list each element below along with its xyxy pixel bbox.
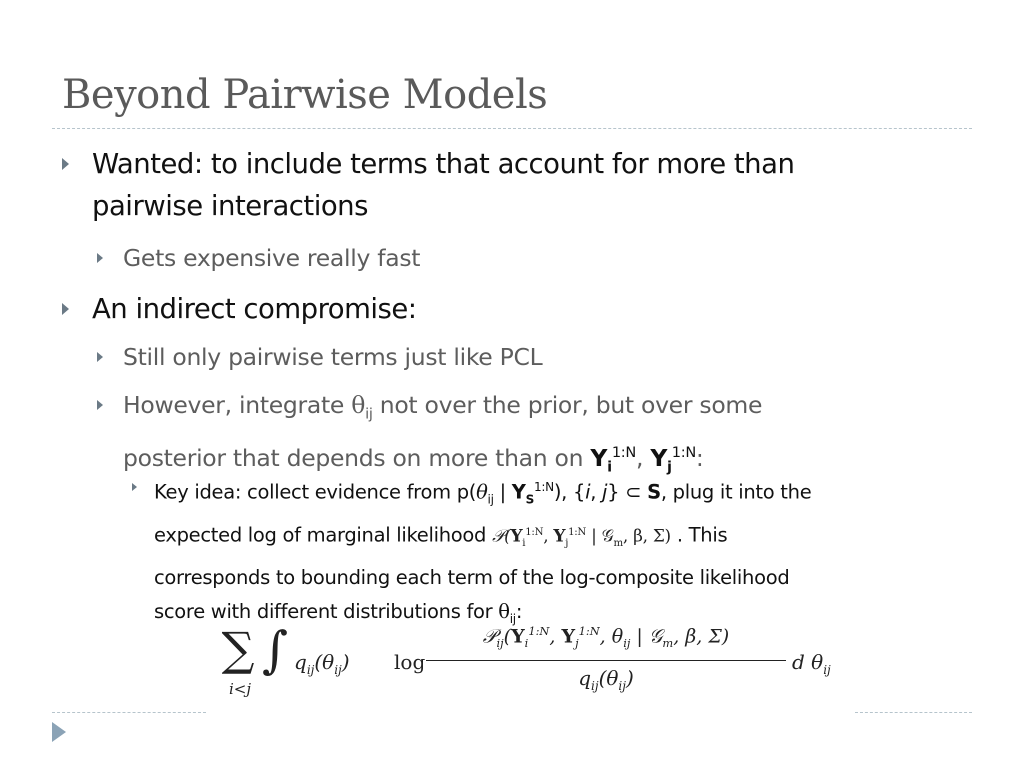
Y-symbol: Y	[590, 443, 608, 472]
separator: :	[695, 443, 704, 472]
formula-part: d θ	[792, 650, 824, 674]
separator: |	[493, 480, 512, 504]
q-distribution-term	[294, 650, 350, 677]
Y-superscript: 1:N	[611, 443, 636, 461]
bullet-text-continued: corresponds to bounding each term of the log-composite likelihood	[154, 566, 790, 590]
formula-part: ij	[591, 679, 599, 693]
formula-part: Y	[553, 527, 566, 548]
formula-part: , θ	[599, 625, 624, 648]
bullet-level2-pairwise-terms	[123, 338, 963, 376]
bullet-level2-expensive	[123, 239, 963, 277]
formula-part: | 𝒢	[630, 625, 663, 648]
title-divider	[52, 128, 972, 129]
theta-symbol: θ	[476, 480, 488, 504]
formula-part: 1:N	[525, 527, 544, 539]
formula-part: 𝒫(	[492, 527, 511, 548]
index-j: j	[602, 480, 608, 504]
formula-part: | 𝒢	[586, 527, 614, 548]
bullet-text: However, integrate	[123, 391, 352, 419]
Y-symbol: Y	[650, 443, 668, 472]
bullet-text: Key idea: collect evidence from p(	[154, 480, 477, 504]
formula-part: q	[294, 650, 307, 674]
formula-part: (θ	[314, 650, 335, 674]
theta-symbol: θ	[351, 391, 366, 419]
theta-subscript: ij	[365, 405, 373, 423]
bullet-arrow-icon	[62, 158, 69, 170]
formula-part: )	[341, 650, 350, 674]
bullet-arrow-icon	[97, 352, 103, 362]
S-symbol: S	[647, 480, 661, 504]
footer-divider-left	[52, 712, 206, 713]
subset-symbol: } ⊂	[607, 480, 648, 504]
bullet-text: Still only pairwise terms just like PCL	[123, 343, 543, 371]
footer-divider-right	[855, 712, 972, 713]
bullet-arrow-icon	[97, 400, 103, 410]
fraction-numerator	[424, 624, 788, 650]
summation-subscript: i<j	[228, 680, 252, 698]
bullet-text-continued: score with different distributions for	[154, 600, 499, 624]
formula-part: 1:N	[568, 527, 587, 539]
bullet-arrow-icon	[62, 303, 69, 315]
fraction-denominator	[424, 666, 788, 693]
bullet-text-continued: expected log of marginal likelihood	[154, 524, 487, 548]
formula-part: )	[625, 666, 634, 690]
slide-title: Beyond Pairwise Models	[62, 72, 548, 118]
formula-part: , β, Σ)	[673, 625, 730, 648]
bullet-level3-key-idea	[154, 470, 974, 636]
formula-part: q	[578, 666, 592, 690]
fraction-bar	[426, 660, 786, 661]
bullet-level1-wanted	[92, 143, 972, 227]
theta-subscript: ij	[487, 492, 494, 507]
formula-part: ,	[543, 527, 554, 548]
bullet-text-continued: posterior that depends on more than on	[123, 443, 591, 472]
formula-part: Y	[510, 527, 523, 548]
bullet-text-continued: pairwise interactions	[92, 190, 368, 222]
formula-part: Y	[511, 625, 525, 648]
Y-subscript-j: j	[667, 458, 672, 476]
formula-part: ij	[623, 636, 631, 651]
bullet-text: Gets expensive really fast	[123, 244, 421, 272]
summation-symbol: ∑	[221, 622, 255, 676]
bullet-text: ), {	[553, 480, 586, 504]
bullet-arrow-icon	[97, 253, 103, 263]
marginal-likelihood-formula	[486, 516, 677, 561]
formula-part: ,	[549, 625, 562, 648]
formula-part: 1:N	[578, 624, 600, 638]
formula-part: (	[503, 625, 512, 648]
formula-part: ij	[618, 679, 626, 693]
Y-subscript-i: i	[607, 458, 612, 476]
formula-part: Y	[561, 625, 576, 648]
Y-subscript-S: S	[525, 492, 534, 507]
composite-likelihood-bound-formula	[218, 621, 838, 708]
slide-nav-arrow-icon[interactable]	[52, 722, 66, 742]
Y-superscript: 1:N	[671, 443, 696, 461]
formula-part: (θ	[598, 666, 619, 690]
theta-subscript: ij	[509, 612, 516, 627]
index-i: i	[585, 480, 591, 504]
separator: ,	[635, 443, 651, 472]
formula-part: , β, Σ)	[622, 527, 671, 548]
bullet-text: , plug it into the	[660, 480, 812, 504]
formula-part: j	[575, 636, 579, 651]
separator: :	[515, 600, 523, 624]
integral-symbol: ∫	[262, 621, 289, 679]
bullet-text: not over the prior, but over some	[372, 391, 763, 419]
bullet-arrow-icon	[132, 483, 137, 491]
integration-differential	[792, 650, 831, 677]
formula-part: i	[522, 538, 526, 550]
log-operator: log	[394, 650, 426, 674]
formula-part: m	[662, 636, 674, 651]
formula-part: ij	[823, 663, 831, 677]
formula-part: 𝒫	[482, 625, 497, 648]
formula-part: i	[524, 636, 529, 651]
bullet-level1-compromise	[92, 288, 972, 330]
Y-symbol: Y	[511, 480, 526, 504]
formula-part: j	[565, 538, 569, 550]
formula-part: m	[613, 538, 623, 550]
formula-part: ij	[496, 636, 504, 651]
formula-part: ij	[334, 663, 342, 677]
bullet-text: Wanted: to include terms that account for more than	[92, 148, 795, 180]
Y-superscript: 1:N	[533, 480, 554, 494]
bullet-text: An indirect compromise:	[92, 293, 417, 325]
formula-part: 1:N	[528, 624, 550, 638]
formula-part: ij	[306, 663, 315, 677]
separator: ,	[590, 480, 603, 504]
bullet-text: . This	[676, 524, 728, 548]
theta-symbol: θ	[498, 600, 510, 624]
